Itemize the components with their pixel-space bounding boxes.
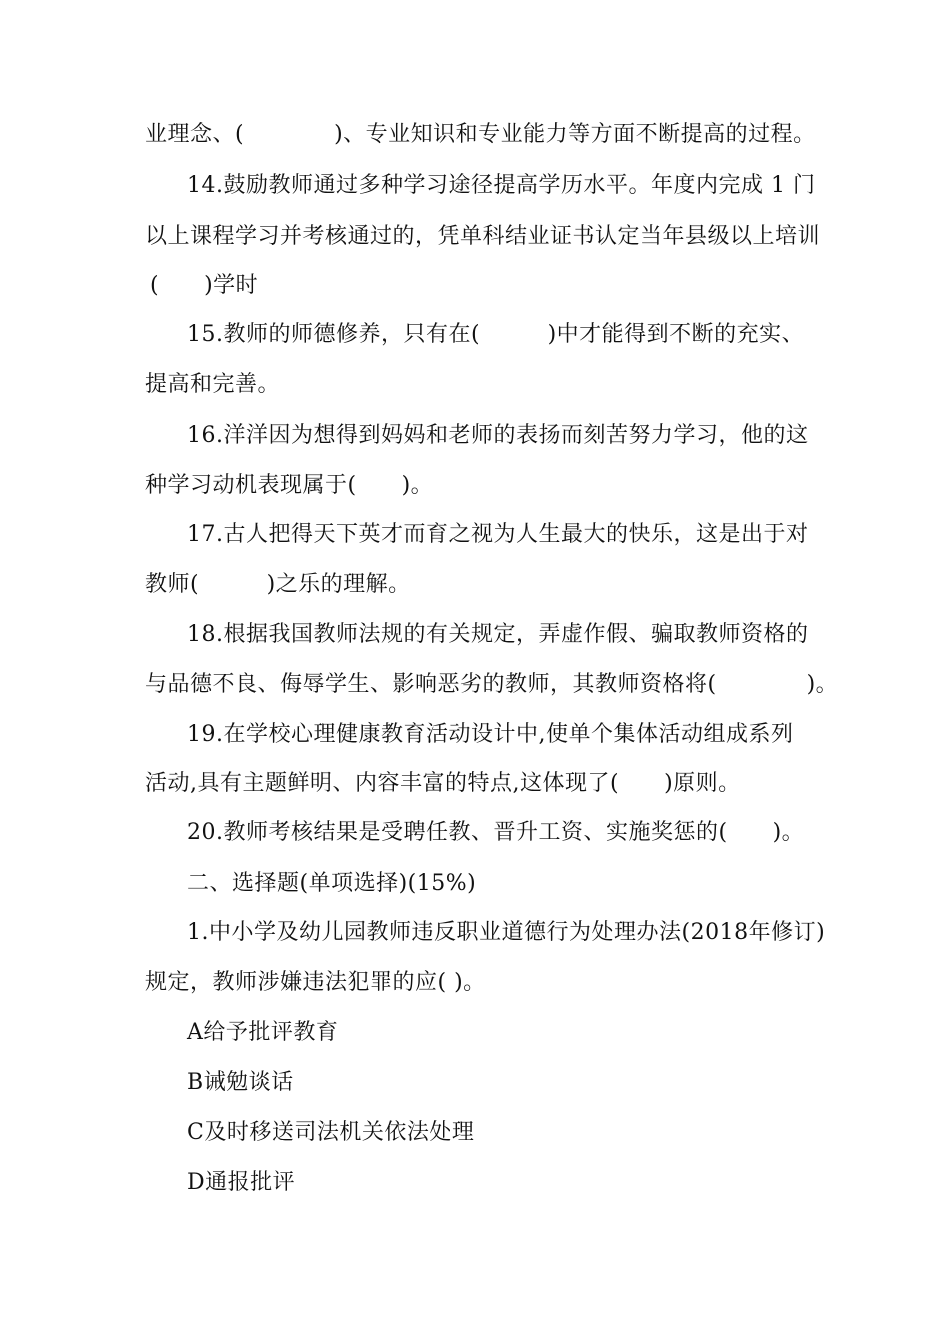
question-19: 19.在学校心理健康教育活动设计中,使单个集体活动组成系列 xyxy=(187,722,794,747)
text-line: 活动,具有主题鲜明、内容丰富的特点,这体现了( )原则。 xyxy=(145,771,741,796)
text-line: 提高和完善。 xyxy=(145,372,281,397)
text-line: 规定，教师涉嫌违法犯罪的应( )。 xyxy=(145,970,486,995)
section-heading: 二、选择题(单项选择)(15%) xyxy=(187,871,477,896)
option-c: C及时移送司法机关依法处理 xyxy=(187,1120,475,1145)
text-line: 以上课程学习并考核通过的，凭单科结业证书认定当年县级以上培训 xyxy=(145,224,821,249)
text-line: 教师( )之乐的理解。 xyxy=(145,572,411,597)
question-15: 15.教师的师德修养，只有在( )中才能得到不断的充实、 xyxy=(187,322,805,347)
text-line: 与品德不良、侮辱学生、影响恶劣的教师，其教师资格将( )。 xyxy=(145,672,839,697)
text-line: 种学习动机表现属于( )。 xyxy=(145,473,434,498)
question-17: 17.古人把得天下英才而育之视为人生最大的快乐，这是出于对 xyxy=(187,522,809,547)
option-d: D通报批评 xyxy=(187,1170,296,1195)
question-14: 14.鼓励教师通过多种学习途径提高学历水平。年度内完成 1 门 xyxy=(187,173,816,198)
question-18: 18.根据我国教师法规的有关规定，弄虚作假、骗取教师资格的 xyxy=(187,622,809,647)
question-16: 16.洋洋因为想得到妈妈和老师的表扬而刻苦努力学习，他的这 xyxy=(187,423,809,448)
option-a: A给予批评教育 xyxy=(187,1020,339,1045)
option-b: B诫勉谈话 xyxy=(187,1070,294,1095)
text-line: ( )学时 xyxy=(150,273,259,298)
mc-question-1: 1.中小学及幼儿园教师违反职业道德行为处理办法(2018年修订) xyxy=(187,920,826,945)
question-20: 20.教师考核结果是受聘任教、晋升工资、实施奖惩的( )。 xyxy=(187,820,805,845)
text-line: 业理念、( )、专业知识和专业能力等方面不断提高的过程。 xyxy=(145,122,816,147)
